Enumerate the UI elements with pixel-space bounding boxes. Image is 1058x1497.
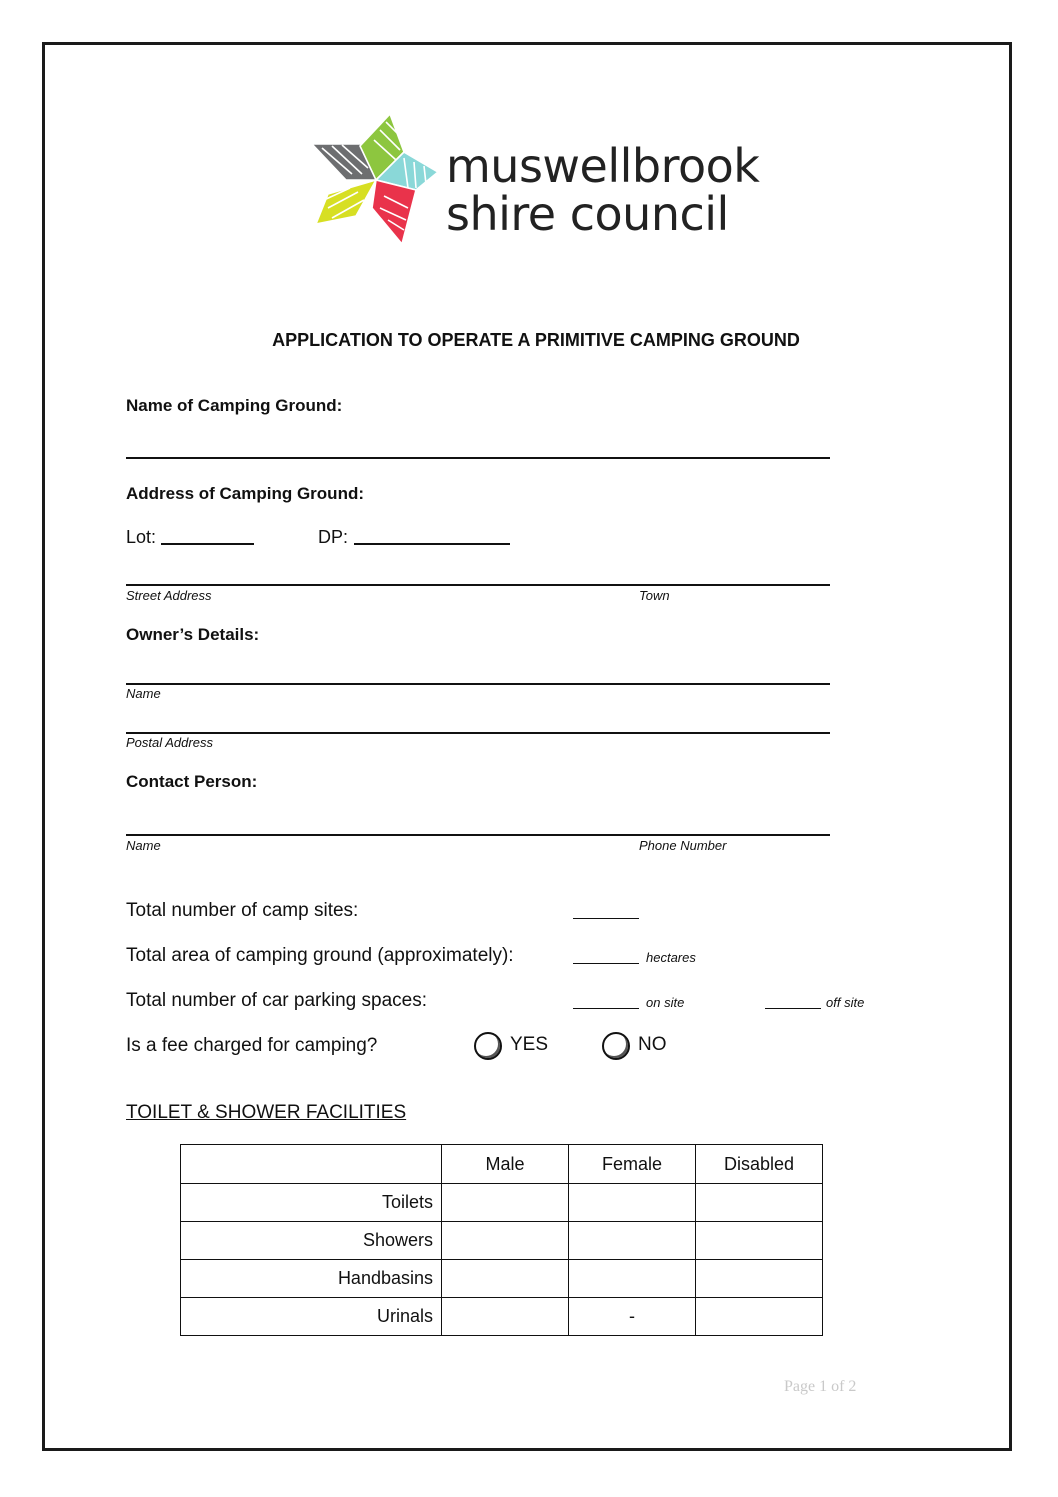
street-address-caption: Street Address [126,588,212,603]
cell-toilets-male[interactable] [442,1184,569,1222]
row-label-toilets: Toilets [181,1184,442,1222]
owners-details-label: Owner’s Details: [126,625,260,644]
fee-no-label: NO [638,1034,667,1055]
cell-toilets-disabled[interactable] [696,1184,823,1222]
hectares-caption: hectares [646,950,696,965]
form-title: APPLICATION TO OPERATE A PRIMITIVE CAMPING GROUND [272,330,800,350]
parking-on-site-field[interactable] [573,1008,639,1009]
town-caption: Town [639,588,670,603]
area-label: Total area of camping ground (approximately): [126,945,514,966]
council-logo-icon [308,112,444,248]
row-label-handbasins: Handbasins [181,1260,442,1298]
parking-off-site-field[interactable] [765,1008,821,1009]
cell-urinals-disabled[interactable] [696,1298,823,1336]
cell-handbasins-male[interactable] [442,1260,569,1298]
camp-sites-field[interactable] [573,918,639,919]
header-female: Female [569,1145,696,1184]
fee-label: Is a fee charged for camping? [126,1035,378,1056]
contact-person-label: Contact Person: [126,772,258,791]
wordmark-line-1: muswellbrook [446,139,760,193]
phone-number-caption: Phone Number [639,838,727,853]
row-label-urinals: Urinals [181,1298,442,1336]
table-row [181,1222,823,1260]
page-number: Page 1 of 2 [784,1378,857,1395]
table-row [181,1298,823,1336]
name-of-ground-field[interactable] [126,457,830,459]
street-address-field[interactable] [126,584,830,586]
dp-label: DP: [318,527,349,547]
dp-field[interactable] [354,543,510,545]
lot-label: Lot: [126,527,157,547]
facilities-heading: TOILET & SHOWER FACILITIES [126,1102,407,1123]
header-male: Male [442,1145,569,1184]
fee-no-radio[interactable] [602,1032,630,1060]
cell-urinals-female: - [569,1298,696,1336]
owner-name-caption: Name [126,686,161,701]
cell-urinals-male[interactable] [442,1298,569,1336]
cell-handbasins-disabled[interactable] [696,1260,823,1298]
header-disabled: Disabled [696,1145,823,1184]
facilities-table [180,1144,823,1336]
name-of-ground-label: Name of Camping Ground: [126,396,343,415]
contact-name-field[interactable] [126,834,830,836]
cell-handbasins-female[interactable] [569,1260,696,1298]
cell-showers-disabled[interactable] [696,1222,823,1260]
wordmark-line-2: shire council [446,187,729,241]
council-wordmark [446,139,760,241]
header-corner-cell [181,1145,442,1184]
contact-name-caption: Name [126,838,161,853]
cell-showers-female[interactable] [569,1222,696,1260]
parking-label: Total number of car parking spaces: [126,990,427,1011]
on-site-caption: on site [646,995,685,1010]
table-row [181,1260,823,1298]
cell-showers-male[interactable] [442,1222,569,1260]
owner-name-field[interactable] [126,683,830,685]
camp-sites-label: Total number of camp sites: [126,900,359,921]
fee-yes-label: YES [510,1034,549,1055]
off-site-caption: off site [826,995,865,1010]
cell-toilets-female[interactable] [569,1184,696,1222]
table-header-row [181,1145,823,1184]
postal-address-caption: Postal Address [126,735,213,750]
row-label-showers: Showers [181,1222,442,1260]
area-field[interactable] [573,963,639,964]
postal-address-field[interactable] [126,732,830,734]
lot-field[interactable] [161,543,254,545]
fee-yes-radio[interactable] [474,1032,502,1060]
address-of-ground-label: Address of Camping Ground: [126,484,364,503]
table-row [181,1184,823,1222]
